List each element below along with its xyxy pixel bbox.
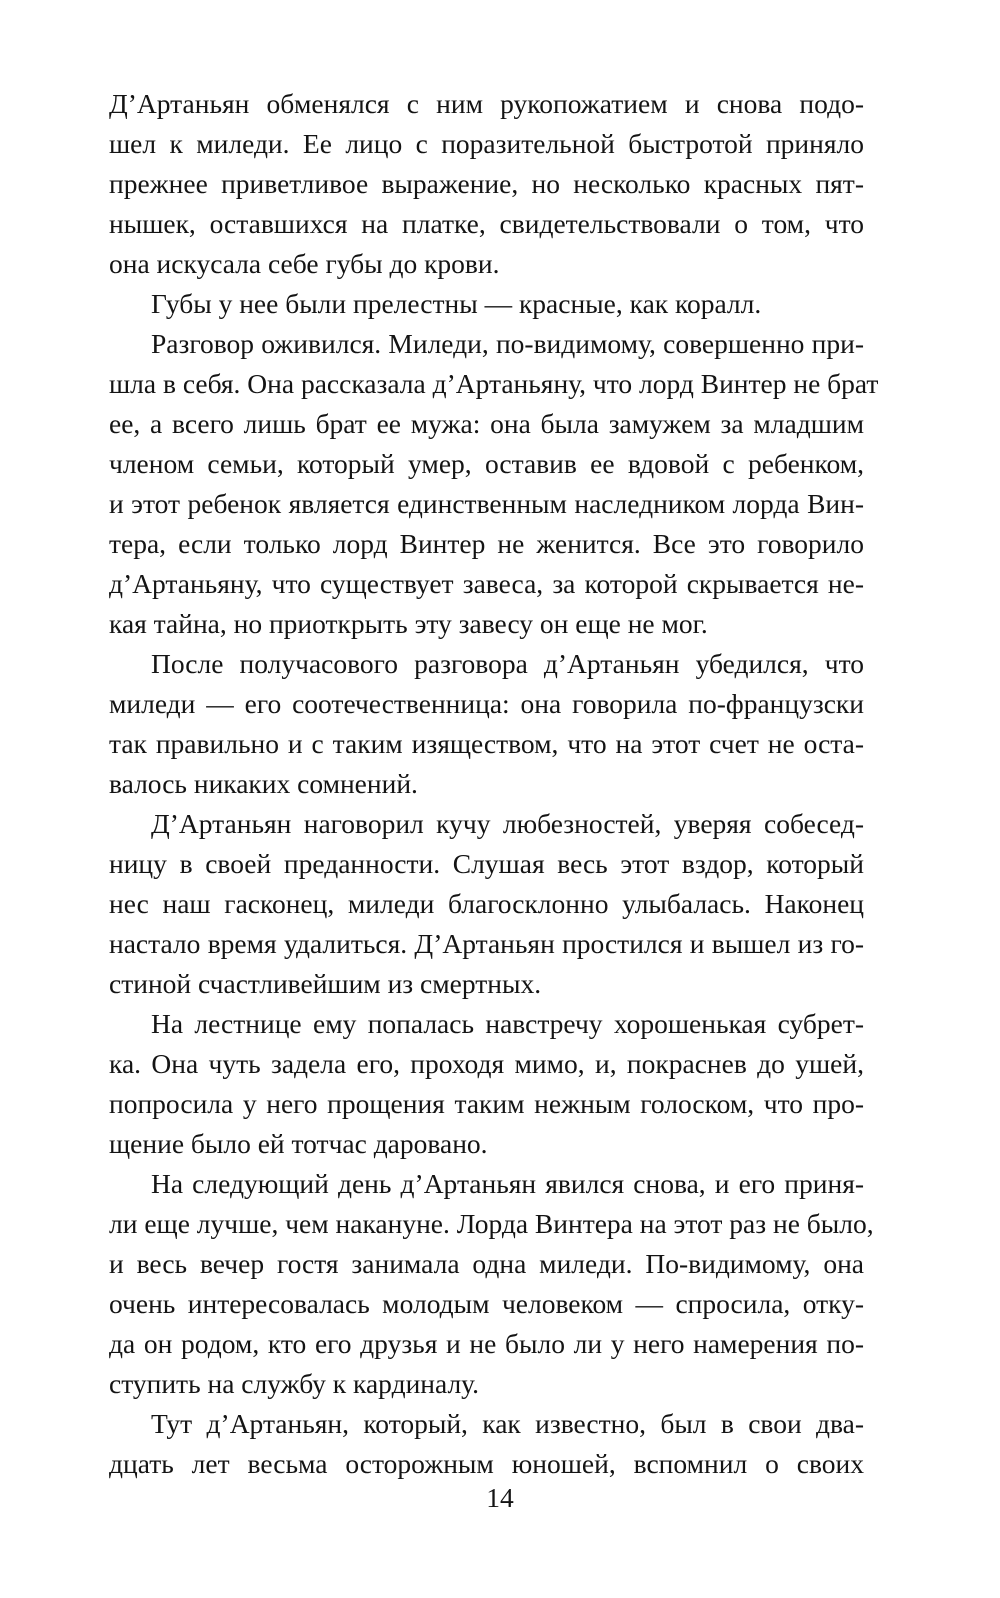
text-line: и этот ребенок является единственным наследником лорда Вин- [109,488,864,519]
text-line: прежнее приветливое выражение, но несколько красных пят- [109,168,864,199]
text-line: так правильно и с таким изяществом, что на этот счет не оста- [109,728,864,759]
paragraph [109,84,864,284]
text-line: тера, если только лорд Винтер не женится. Все это говорило [109,528,864,559]
paragraph [109,1164,874,1404]
text-line: На лестнице ему попалась навстречу хорошенькая субрет- [151,1008,864,1039]
paragraph [109,324,879,644]
text-line: да он родом, кто его друзья и не было ли у него намерения по- [109,1328,864,1359]
text-line: миледи — его соотечественница: она говорила по-французски [109,688,864,719]
text-line: настало время удалиться. Д’Артаньян простился и вышел из го- [109,928,864,959]
paragraph [109,644,864,804]
text-line: ее, а всего лишь брат ее мужа: она была замужем за младшим [109,408,864,439]
text-line: шел к миледи. Ее лицо с поразительной быстротой приняло [109,128,864,159]
text-line: ка. Она чуть задела его, проходя мимо, и, покраснев до ушей, [109,1048,864,1079]
text-line: очень интересовалась молодым человеком — спросила, отку- [109,1288,864,1319]
text-line: После получасового разговора д’Артаньян убедился, что [151,648,864,679]
body-text [109,84,879,1484]
text-line: кая тайна, но приоткрыть эту завесу он еще не мог. [109,608,708,639]
text-line: членом семьи, который умер, оставив ее вдовой с ребенком, [109,448,864,479]
text-line: ли еще лучше, чем накануне. Лорда Винтера на этот раз не было, [109,1208,874,1239]
text-line: Д’Артаньян наговорил кучу любезностей, уверяя собесед- [151,808,864,839]
paragraph [109,804,864,1004]
text-line: Разговор оживился. Миледи, по-видимому, совершенно при- [151,328,864,359]
paragraph [109,284,864,324]
text-line: она искусала себе губы до крови. [109,248,500,279]
text-line: Д’Артаньян обменялся с ним рукопожатием и снова подо- [109,88,864,119]
text-line: На следующий день д’Артаньян явился снова, и его приня- [151,1168,864,1199]
text-line: попросила у него прощения таким нежным голоском, что про- [109,1088,864,1119]
text-line: нышек, оставшихся на платке, свидетельствовали о том, что [109,208,864,239]
text-line: валось никаких сомнений. [109,768,418,799]
text-line: д’Артаньяну, что существует завеса, за которой скрывается не- [109,568,864,599]
text-line: нес наш гасконец, миледи благосклонно улыбалась. Наконец [109,888,864,919]
paragraph [109,1404,864,1484]
page-number: 14 [486,1482,514,1513]
text-line: щение было ей тотчас даровано. [109,1128,488,1159]
text-line: ницу в своей преданности. Слушая весь этот вздор, который [109,848,864,879]
text-line: стиной счастливейшим из смертных. [109,968,542,999]
text-line: Губы у нее были прелестны — красные, как коралл. [151,288,762,319]
paragraph [109,1004,864,1164]
text-line: ступить на службу к кардиналу. [109,1368,480,1399]
text-line: дцать лет весьма осторожным юношей, вспомнил о своих [109,1448,864,1479]
text-line: Тут д’Артаньян, который, как известно, был в свои два- [151,1408,864,1439]
text-line: шла в себя. Она рассказала д’Артаньяну, что лорд Винтер не брат [109,368,879,399]
text-line: и весь вечер гостя занимала одна миледи. По-видимому, она [109,1248,864,1279]
